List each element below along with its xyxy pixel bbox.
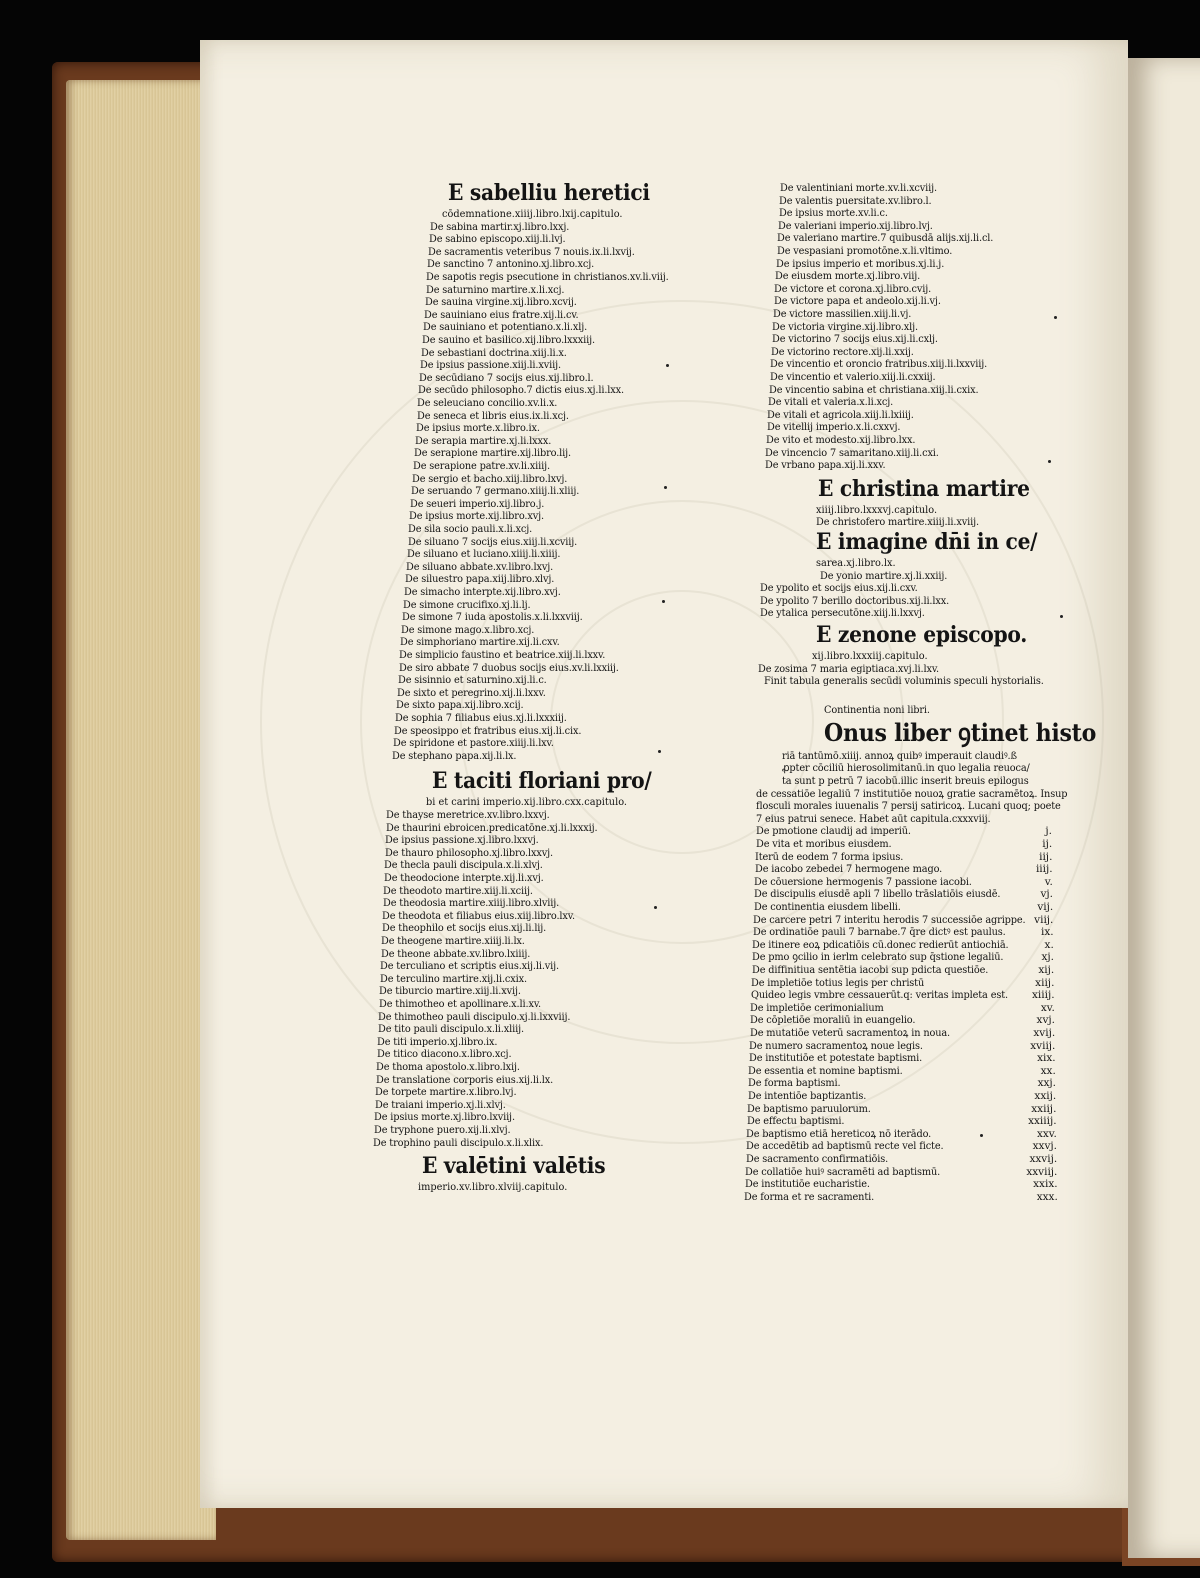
index-entry: De siro abbate 7 duobus socijs eius.xv.li.lxxiij.: [398, 661, 619, 674]
chapter-title: De iacobo zebedei 7 hermogene mago.: [754, 863, 942, 876]
index-entry: De victoria virgine.xij.libro.xlj.: [772, 320, 919, 333]
chapter-number: xvij.: [1033, 1027, 1056, 1039]
index-entry: De titico diacono.x.libro.xcj.: [376, 1048, 511, 1061]
index-entry: De ypolito 7 berillo doctoribus.xij.li.lxx.: [760, 594, 950, 607]
index-entry: De stephano papa.xij.li.lx.: [392, 749, 517, 762]
chapter-title: De continentia eiusdem libelli.: [753, 901, 901, 913]
index-entry: De tiburcio martire.xiij.li.xvij.: [379, 985, 521, 998]
chapter-number: xxj.: [1037, 1077, 1056, 1090]
chapter-number: xxiij.: [1031, 1102, 1057, 1115]
index-entry: De ipsius morte.xj.libro.lxviij.: [374, 1111, 515, 1124]
chapter-title: De impletiōe cerimonialium: [750, 1001, 885, 1014]
index-entry: De ipsius morte.xv.li.c.: [778, 207, 888, 220]
chapter-number: ix.: [1040, 926, 1054, 939]
index-entry: De seneca et libris eius.ix.li.xcj.: [416, 409, 569, 422]
index-entry: De sixto papa.xij.libro.xcij.: [395, 699, 524, 712]
index-entry: De valentis puersitate.xv.libro.l.: [779, 194, 932, 207]
section-heading: E imagine dn̄i in ce/: [816, 529, 1038, 555]
index-entry: De victorino 7 socijs eius.xij.li.cxlj.: [771, 333, 938, 346]
index-entry: De serapione martire.xij.libro.lij.: [413, 447, 571, 460]
chapter-title: De carcere petri 7 interitu herodis 7 successiōe agrippe.: [753, 913, 1026, 926]
ink-dot: [662, 600, 665, 603]
book-page: [200, 40, 1128, 1508]
section-heading: E christina martire: [818, 475, 1030, 502]
index-entry: De seueri imperio.xij.libro.j.: [410, 497, 545, 510]
index-entry: Finit tabula generalis secūdi voluminis speculi hystorialis.: [764, 675, 1044, 688]
index-entry: De siluano abbate.xv.libro.lxvj.: [405, 560, 553, 573]
index-entry: De sauina virgine.xij.libro.xcvij.: [424, 296, 577, 309]
chapter-title: De institutiōe et potestate baptismi.: [748, 1052, 922, 1065]
chapter-title: De intentiōe baptizantis.: [747, 1090, 866, 1102]
chapter-number: xvj.: [1036, 1014, 1055, 1027]
section-heading-sub: sarea.xj.libro.lx.: [816, 557, 896, 569]
section-heading: E valētini valētis: [422, 1153, 606, 1180]
index-entry: De ipsius morte.x.libro.ix.: [415, 422, 540, 435]
index-entry: De speosippo et fratribus eius.xij.li.cix.: [394, 724, 582, 737]
index-entry: De sanctino 7 antonino.xj.libro.xcj.: [427, 258, 595, 271]
chapter-title: De sacramento confirmatiōis.: [745, 1153, 888, 1165]
chapter-title: De diffinitiua sentētia iacobi sup pdicta questiōe.: [751, 964, 988, 976]
chapter-number: xv.: [1040, 1001, 1055, 1014]
index-entry: De siluano 7 socijs eius.xiij.li.xcviij.: [407, 535, 577, 548]
index-entry: De sabino episcopo.xiij.li.lvj.: [429, 233, 566, 246]
right-column: [740, 40, 1097, 1508]
index-entry: De simone 7 iuda apostolis.x.li.lxxviij.: [402, 611, 583, 624]
index-entry: De siluestro papa.xiij.libro.xlvj.: [404, 573, 555, 586]
index-entry: De spiridone et pastore.xiiij.li.lxv.: [393, 737, 554, 750]
chapter-number: xix.: [1037, 1052, 1056, 1065]
chapter-title: De pmo ꝯcilio in ierlm celebrato sup q̄stione legaliū.: [752, 951, 1004, 964]
index-entry: De thimotheo et apollinare.x.li.xv.: [378, 998, 541, 1010]
chapter-title: De vita et moribus eiusdem.: [755, 838, 892, 850]
index-entry: De vespasiani promotōne.x.li.vltimo.: [776, 245, 952, 257]
index-entry: De terculino martire.xij.li.cxix.: [379, 972, 527, 985]
chapter-number: xxvj.: [1032, 1140, 1057, 1153]
index-entry: De theodosia martire.xiiij.libro.xlviij.: [382, 897, 559, 910]
ink-dot: [666, 364, 669, 367]
index-entry: De traiani imperio.xj.li.xlvj.: [374, 1098, 506, 1111]
index-entry: De simacho interpte.xij.libro.xvj.: [403, 586, 561, 598]
index-entry: De siluano et luciano.xiiij.li.xiiij.: [406, 548, 560, 561]
index-entry: De sixto et peregrino.xij.li.lxxv.: [396, 686, 546, 699]
chapter-number: xxiiij.: [1028, 1115, 1057, 1128]
chapter-number: xxx.: [1036, 1190, 1058, 1203]
chapter-title: De effectu baptismi.: [746, 1115, 845, 1128]
chapter-title: Quideo legis vmbre cessauerūt.q: veritas impleta est.: [750, 989, 1008, 1002]
index-entry: De thayse meretrice.xv.libro.lxxvj.: [386, 809, 550, 821]
index-entry: De ipsius passione.xiij.li.xviij.: [420, 359, 562, 372]
chapter-number: ij.: [1042, 838, 1053, 850]
ink-dot: [1048, 460, 1051, 463]
ink-dot: [658, 750, 661, 753]
index-entry: De thauro philosopho.xj.libro.lxxvj.: [384, 846, 553, 859]
index-entry: De tryphone puero.xij.li.xlvj.: [373, 1124, 510, 1136]
intro-line: ta sunt p petrū 7 iacobū.illic inserit breuis epilogus: [782, 775, 1029, 787]
section-heading-sub: bi et carini imperio.xij.libro.cxx.capitulo.: [426, 796, 628, 809]
chapter-number: vij.: [1037, 901, 1054, 913]
section-heading-sub: xij.libro.lxxxiij.capitulo.: [812, 650, 928, 662]
chapter-number: vj.: [1040, 888, 1053, 901]
index-entry: De sebastiani doctrina.xiij.li.x.: [421, 346, 567, 359]
index-entry: De thoma apostolo.x.libro.lxij.: [376, 1061, 520, 1073]
index-entry: De vitali et valeria.x.li.xcj.: [768, 396, 894, 409]
index-entry: De serapia martire.xj.li.lxxx.: [414, 434, 551, 447]
index-entry: De victore massilien.xiij.li.vj.: [773, 308, 912, 320]
index-entry: De ypolito et socijs eius.xij.li.cxv.: [760, 582, 918, 595]
facing-page-edge: [1128, 58, 1200, 1558]
index-entry: De ytalica persecutōne.xiij.li.lxxvj.: [760, 607, 925, 620]
chapter-title: De baptismo paruulorum.: [747, 1102, 871, 1115]
index-entry: De secūdiano 7 socijs eius.xij.libro.l.: [419, 371, 594, 384]
index-entry: De simone crucifixo.xj.li.lj.: [403, 598, 531, 611]
index-entry: De terculiano et scriptis eius.xij.li.vij.: [380, 960, 560, 973]
chapter-number: viij.: [1034, 913, 1054, 926]
chapter-number: xiij.: [1035, 976, 1055, 989]
left-column: [370, 40, 670, 1508]
chapter-number: xviij.: [1030, 1039, 1056, 1052]
chapter-title: De baptismo etiā hereticoꝝ nō iterādo.: [746, 1127, 932, 1140]
chapter-number: j.: [1045, 825, 1052, 838]
index-entry: De sauino et basilico.xij.libro.lxxxiij.: [421, 334, 595, 346]
index-entry: De sergio et bacho.xiij.libro.lxvj.: [412, 472, 568, 485]
index-entry: De theodocione interpte.xij.li.xvj.: [383, 872, 544, 884]
index-entry: De simone mago.x.libro.xcj.: [401, 623, 535, 636]
index-entry: De christofero martire.xiiij.li.xviij.: [816, 516, 979, 529]
chapter-title: De discipulis eiusdē apli 7 libello trāslatiōis eiusdē.: [754, 888, 1001, 901]
section-heading: E sabelliu heretici: [448, 180, 650, 206]
index-entry: De sabina martir.xj.libro.lxxj.: [430, 220, 570, 233]
index-entry: De theodota et filiabus eius.xiij.libro.lxv.: [382, 909, 575, 922]
index-entry: De ipsius passione.xj.libro.lxxvj.: [385, 834, 539, 847]
chapter-number: v.: [1044, 875, 1053, 888]
index-entry: De zosima 7 maria egiptiaca.xvj.li.lxv.: [758, 662, 940, 675]
index-entry: De torpete martire.x.libro.lvj.: [375, 1086, 517, 1099]
book-heading: Onus liber ꝯtinet histo: [824, 717, 1097, 747]
chapter-title: De institutiōe eucharistie.: [744, 1178, 870, 1191]
index-entry: De theone abbate.xv.libro.lxiiij.: [380, 947, 530, 960]
index-entry: De thimotheo pauli discipulo.xj.li.lxxviij.: [378, 1010, 571, 1023]
index-entry: De vito et modesto.xij.libro.lxx.: [766, 434, 916, 446]
section-heading-sub: cōdemnatione.xiiij.libro.lxij.capitulo.: [442, 208, 623, 220]
ink-dot: [1060, 615, 1063, 618]
chapter-title: Iterū de eodem 7 forma ipsius.: [755, 850, 904, 863]
intro-line: 7 eius patrui senece. Habet aūt capitula.cxxxviij.: [756, 812, 991, 825]
index-entry: De vincentio sabina et christiana.xiij.li.cxix.: [768, 383, 979, 396]
index-entry: De sila socio pauli.x.li.xcj.: [408, 523, 533, 535]
chapter-number: x.: [1044, 938, 1054, 951]
index-entry: De saturnino martire.x.li.xcj.: [425, 283, 564, 296]
index-entry: De seleuciano concilio.xv.li.x.: [417, 397, 558, 409]
index-entry: De simphoriano martire.xij.li.cxv.: [400, 636, 560, 649]
index-entry: De sacramentis veteribus 7 nouis.ix.li.lxvij.: [428, 245, 635, 258]
chapter-title: De essentia et nomine baptismi.: [748, 1064, 904, 1077]
chapter-title: De numero sacramentoꝝ noue legis.: [749, 1039, 923, 1052]
chapter-title: De mutatiōe veterū sacramentoꝝ in noua.: [749, 1027, 950, 1039]
chapter-number: xxvij.: [1029, 1153, 1058, 1165]
chapter-number: xj.: [1041, 951, 1054, 964]
chapter-title: De cōuersione hermogenis 7 passione iacobi.: [754, 875, 973, 888]
index-entry: De eiusdem morte.xj.libro.viij.: [775, 270, 921, 283]
index-entry: De theophilo et socijs eius.xij.li.lij.: [381, 922, 546, 935]
chapter-number: xij.: [1038, 964, 1055, 976]
index-entry: De sisinnio et saturnino.xij.li.c.: [397, 674, 547, 687]
chapter-number: xiiij.: [1032, 989, 1055, 1002]
index-entry: De thaurini ebroicen.predicatōne.xj.li.lxxxij.: [385, 821, 598, 834]
index-entry: De sapotis regis psecutione in christianos.xv.li.viij.: [426, 271, 669, 283]
chapter-number: xxij.: [1034, 1090, 1057, 1102]
index-entry: De secūdo philosopho.7 dictis eius.xj.li.lxx.: [418, 384, 625, 397]
index-entry: De valeriano martire.7 quibusdā alijs.xij.li.cl.: [777, 232, 994, 245]
ink-dot: [654, 906, 657, 909]
index-entry: De vrbano papa.xij.li.xxv.: [764, 459, 886, 472]
intro-line: flosculi morales iuuenalis 7 persij satiricoꝝ. Lucani quoq; poete: [756, 800, 1061, 813]
index-entry: De simplicio faustino et beatrice.xiij.li.lxxv.: [399, 649, 606, 661]
chapter-title: De pmotione claudij ad imperiū.: [756, 825, 911, 838]
index-entry: De serapione patre.xv.li.xiiij.: [412, 460, 550, 472]
index-entry: De victore papa et andeolo.xij.li.vj.: [773, 295, 941, 308]
index-entry: De sophia 7 filiabus eius.xj.li.lxxxiij.: [394, 712, 567, 724]
ink-dot: [664, 486, 667, 489]
index-entry: De sauiniano et potentiano.x.li.xlj.: [422, 321, 587, 334]
chapter-number: xxviij.: [1026, 1165, 1058, 1178]
index-entry: De titi imperio.xj.libro.ix.: [377, 1035, 498, 1048]
chapter-number: xx.: [1040, 1064, 1056, 1077]
page-block-edge: [66, 80, 216, 1540]
chapter-title: De cōpletiōe moraliū in euangelio.: [750, 1014, 916, 1027]
index-entry: De valeriani imperio.xij.libro.lvj.: [777, 219, 933, 232]
chapter-title: De itinere eoꝝ pdicatiōis cū.donec redierūt antiochiā.: [752, 938, 1009, 951]
chapter-number: xxix.: [1033, 1178, 1058, 1191]
chapter-title: De accedētib ad baptismū recte vel ficte.: [746, 1140, 944, 1153]
section-heading: E zenone episcopo.: [816, 622, 1028, 648]
index-entry: De theodoto martire.xiij.li.xciij.: [383, 884, 533, 897]
contents-title: Continentia noni libri.: [824, 703, 930, 716]
ink-dot: [980, 1134, 983, 1137]
index-entry: De victore et corona.xj.libro.cvij.: [774, 282, 932, 295]
index-entry: De tito pauli discipulo.x.li.xliij.: [377, 1023, 524, 1036]
section-heading-sub: xiiij.libro.lxxxvj.capitulo.: [816, 503, 938, 516]
chapter-title: De forma et re sacramenti.: [744, 1190, 875, 1203]
chapter-number: iiij.: [1035, 863, 1053, 876]
index-entry: De victorino rectore.xij.li.xxij.: [770, 345, 914, 358]
index-entry: De trophino pauli discipulo.x.li.xlix.: [373, 1136, 544, 1149]
index-entry: De yonio martire.xj.li.xxiij.: [820, 569, 948, 582]
intro-line: ꝓpter cōciliū hierosolimitanū.in quo legalia reuoca/: [782, 762, 1030, 775]
intro-line: riā tantūmō.xiiij. annoꝝ quibꝰ imperauit claudiꝰ.ß: [782, 749, 1017, 762]
index-entry: De vincentio et valerio.xiij.li.cxxiij.: [769, 371, 936, 383]
index-entry: De vincentio et oroncio fratribus.xiij.li.lxxviij.: [770, 358, 988, 371]
chapter-title: De impletiōe totius legis per christū: [751, 976, 925, 989]
index-entry: De vitellij imperio.x.li.cxxvj.: [766, 421, 901, 434]
index-entry: De vincencio 7 samaritano.xiij.li.cxi.: [765, 446, 940, 459]
index-entry: De vitali et agricola.xiij.li.lxiiij.: [767, 408, 915, 421]
section-heading: E taciti floriani pro/: [432, 768, 652, 795]
chapter-number: xxv.: [1036, 1127, 1057, 1140]
chapter-number: iij.: [1039, 850, 1053, 863]
chapter-title: De forma baptismi.: [748, 1077, 841, 1090]
index-entry: De thecla pauli discipula.x.li.xlvj.: [384, 859, 543, 872]
chapter-title: De ordinatiōe pauli 7 barnabe.7 q̄re dictꝰ est paulus.: [752, 926, 1006, 939]
intro-line: de cessatiōe legaliū 7 institutiōe nouoꝝ gratie sacramētoꝝ. Insup: [756, 787, 1068, 800]
chapter-title: De collatiōe huiꝰ sacramēti ad baptismū.: [745, 1165, 941, 1178]
index-entry: De seruando 7 germano.xiiij.li.xliij.: [411, 485, 580, 498]
index-entry: De ipsius imperio et moribus.xj.li.j.: [775, 257, 944, 270]
section-heading-sub: imperio.xv.libro.xlviij.capitulo.: [418, 1181, 568, 1194]
index-entry: De translatione corporis eius.xij.li.lx.: [375, 1073, 553, 1086]
ink-dot: [1054, 316, 1057, 319]
index-entry: De ipsius morte.xij.libro.xvj.: [409, 510, 545, 523]
index-entry: De valentiniani morte.xv.li.xcviij.: [780, 182, 937, 194]
index-entry: De sauiniano eius fratre.xij.li.cv.: [423, 308, 579, 321]
index-entry: De theogene martire.xiiij.li.lx.: [381, 935, 525, 947]
